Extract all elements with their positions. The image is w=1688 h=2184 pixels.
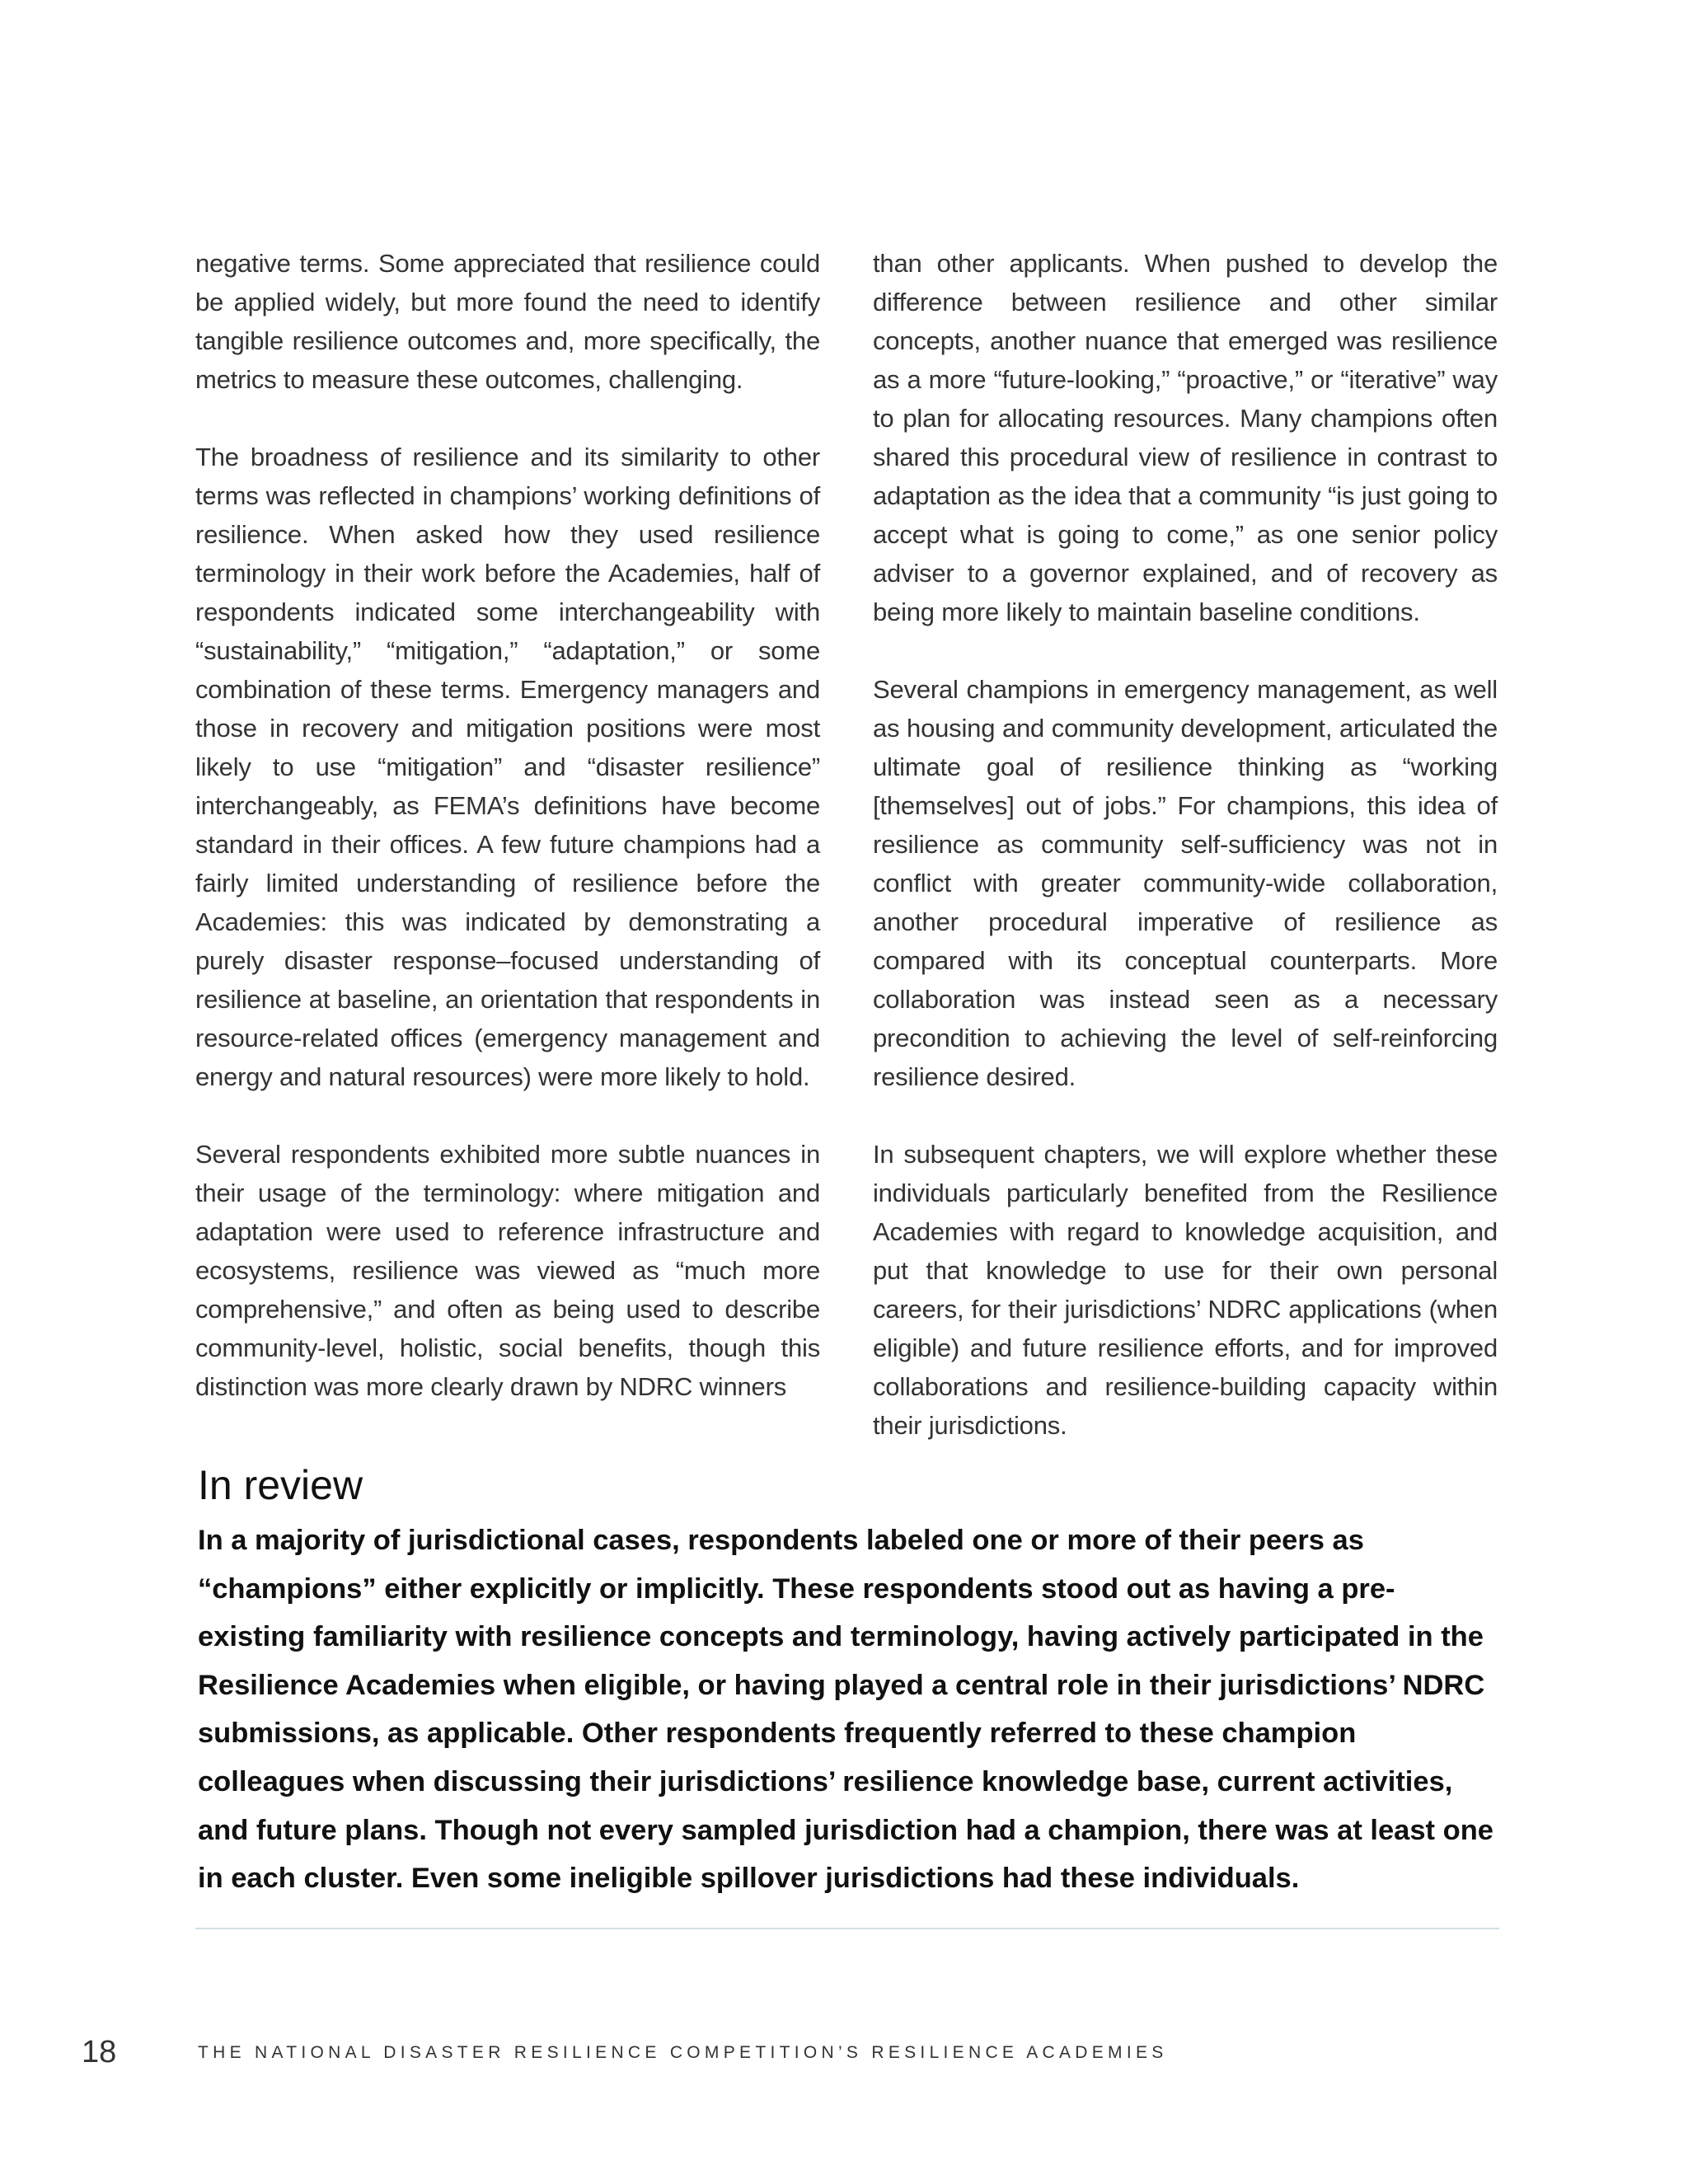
paragraph: In subsequent chapters, we will explore whether these individuals particularly benefited from the Resilience Academies with regard to knowledge acquisition, and put that knowledge to use for their own personal careers, for their jurisdictions’ NDRC applications (when eligible) and future resilience efforts, and for improved collaborations and resilience-building capacity within their jurisdictions. xyxy=(873,1140,1498,1440)
section-divider xyxy=(195,1928,1499,1929)
paragraph: negative terms. Some appreciated that resilience could be applied widely, but more found the need to identify tangible resilience outcomes and, more specifically, the metrics to measure these outcomes, challenging. xyxy=(195,249,820,394)
paragraph: Several respondents exhibited more subtle nuances in their usage of the terminology: where mitigation and adaptation were used to reference infrastructure and ecosystems, resilience was viewed as “much more comprehensive,” and often as being used to describe community-level, holistic, social benefits, though this distinction was more clearly drawn by NDRC winners xyxy=(195,1140,820,1401)
body-columns xyxy=(195,244,1498,1445)
page-footer xyxy=(0,2034,1688,2070)
paragraph: than other applicants. When pushed to develop the difference between resilience and other similar concepts, another nuance that emerged was resilience as a more “future-looking,” “proactive,” or “iterative” way to plan for allocating resources. Many champions often shared this procedural view of resilience in contrast to adaptation as the idea that a community “is just going to accept what is going to come,” as one senior policy adviser to a governor explained, and of recovery as being more likely to maintain baseline conditions. xyxy=(873,249,1498,626)
page-number: 18 xyxy=(82,2035,117,2069)
right-column xyxy=(873,244,1498,1445)
left-column xyxy=(195,244,820,1445)
in-review-text: In a majority of jurisdictional cases, respondents labeled one or more of their peers as “champions” either explicitly or implicitly. These respondents stood out as having a pre-existing familiarity with resilience concepts and terminology, having actively participated in the Resilience Academies when eligible, or having played a central role in their jurisdictions’ NDRC submissions, as applicable. Other respondents frequently referred to these champion colleagues when discussing their jurisdictions’ resilience knowledge base, current activities, and future plans. Though not every sampled jurisdiction had a champion, there was at least one in each cluster. Even some ineligible spillover jurisdictions had these individuals. xyxy=(198,1525,1493,1895)
paragraph: The broadness of resilience and its similarity to other terms was reflected in champions’ working definitions of resilience. When asked how they used resilience terminology in their work before the Academies, half of respondents indicated some interchangeability with “sustainability,” “mitigation,” “adaptation,” or some combination of these terms. Emergency managers and those in recovery and mitigation positions were most likely to use “mitigation” and “disaster resilience” interchangeably, as FEMA’s definitions have become standard in their offices. A few future champions had a fairly limited understanding of resilience before the Academies: this was indicated by demonstrating a purely disaster response–focused understanding of resilience at baseline, an orientation that respondents in resource-related offices (emergency management and energy and natural resources) were more likely to hold. xyxy=(195,443,820,1091)
in-review-section xyxy=(198,1459,1498,1903)
running-title: THE NATIONAL DISASTER RESILIENCE COMPETITION’S RESILIENCE ACADEMIES xyxy=(198,2043,1168,2062)
in-review-heading: In review xyxy=(198,1462,363,1508)
paragraph: Several champions in emergency management, as well as housing and community development, articulated the ultimate goal of resilience thinking as “working [themselves] out of jobs.” For champions, this idea of resilience as community self-sufficiency was not in conflict with greater community-wide collaboration, another procedural imperative of resilience as compared with its conceptual counterparts. More collaboration was instead seen as a necessary precondition to achieving the level of self-reinforcing resilience desired. xyxy=(873,675,1498,1091)
